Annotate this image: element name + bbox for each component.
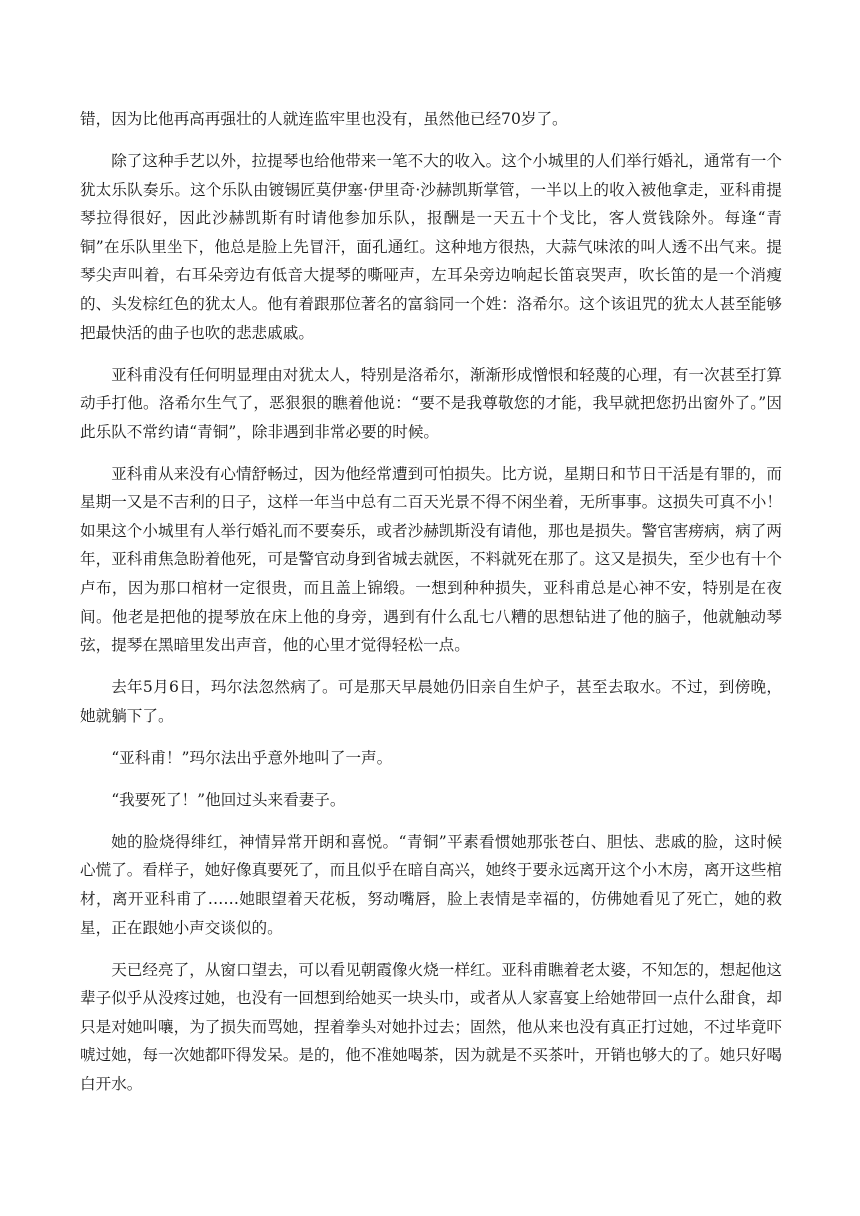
document-body (80, 105, 782, 1112)
paragraph-1: 错，因为比他再高再强壮的人就连监牢里也没有，虽然他已经70岁了。 (80, 110, 568, 128)
paragraph-8: 她的脸烧得绯红，神情异常开朗和喜悦。“青铜”平素看惯她那张苍白、胆怯、悲戚的脸，这时候心慌了。看样子，她好像真要死了，而且似乎在暗自高兴，她终于要永远离开这个小木房，离开这些棺材，离开亚科甫了……她眼望着天花板，努动嘴唇，脸上表情是幸福的，仿佛她看见了死亡，她的救星，正在跟她小声交谈似的。 (80, 832, 782, 937)
paragraph-2: 除了这种手艺以外，拉提琴也给他带来一笔不大的收入。这个小城里的人们举行婚礼，通常有一个犹太乐队奏乐。这个乐队由镀锡匠莫伊塞·伊里奇·沙赫凯斯掌管，一半以上的收入被他拿走，亚科甫提琴拉得很好，因此沙赫凯斯有时请他参加乐队，报酬是一天五十个戈比，客人赏钱除外。每逢“青铜”在乐队里坐下，他总是脸上先冒汗，面孔通红。这种地方很热，大蒜气味浓的叫人透不出气来。提琴尖声叫着，右耳朵旁边有低音大提琴的嘶哑声，左耳朵旁边响起长笛哀哭声，吹长笛的是一个消瘦的、头发棕红色的犹太人。他有着跟那位著名的富翁同一个姓：洛希尔。这个该诅咒的犹太人甚至能够把最快活的曲子也吹的悲悲戚戚。 (80, 151, 782, 342)
paragraph-7: “我要死了！”他回过头来看妻子。 (111, 790, 346, 809)
paragraph-4: 亚科甫从来没有心情舒畅过，因为他经常遭到可怕损失。比方说，星期日和节日干活是有罪的，而星期一又是不吉利的日子，这样一年当中总有二百天光景不得不闲坐着，无所事事。这损失可真不小！如果这个小城里有人举行婚礼而不要奏乐，或者沙赫凯斯没有请他，那也是损失。警官害痨病，病了两年，亚科甫焦急盼着他死，可是警官动身到省城去就医，不料就死在那了。这又是损失，至少也有十个卢布，因为那口棺材一定很贵，而且盖上锦缎。一想到种种损失，亚科甫总是心神不安，特别是在夜间。他老是把他的提琴放在床上他的身旁，遇到有什么乱七八糟的思想钻进了他的脑子，他就触动琴弦，提琴在黑暗里发出声音，他的心里才觉得轻松一点。 (80, 464, 782, 655)
paragraph-9: 天已经亮了，从窗口望去，可以看见朝霞像火烧一样红。亚科甫瞧着老太婆，不知怎的，想起他这辈子似乎从没疼过她，也没有一回想到给她买一块头巾，或者从人家喜宴上给她带回一点什么甜食，却只是对她叫嚷，为了损失而骂她，捏着拳头对她扑过去；固然，他从来也没有真正打过她，不过毕竟吓唬过她，每一次她都吓得发呆。是的，他不准她喝茶，因为就是不买茶叶，开销也够大的了。她只好喝白开水。 (80, 960, 782, 1093)
paragraph-5: 去年5月6日，玛尔法忽然病了。可是那天早晨她仍旧亲自生炉子，甚至去取水。不过，到傍晚，她就躺下了。 (80, 678, 782, 725)
paragraph-3: 亚科甫没有任何明显理由对犹太人，特别是洛希尔，渐渐形成憎恨和轻蔑的心理，有一次甚至打算动手打他。洛希尔生气了，恶狠狠的瞧着他说：“要不是我尊敬您的才能，我早就把您扔出窗外了。”因此乐队不常约请“青铜”，除非遇到非常必要的时候。 (80, 365, 782, 441)
paragraph-6: “亚科甫！”玛尔法出乎意外地叫了一声。 (111, 748, 393, 767)
